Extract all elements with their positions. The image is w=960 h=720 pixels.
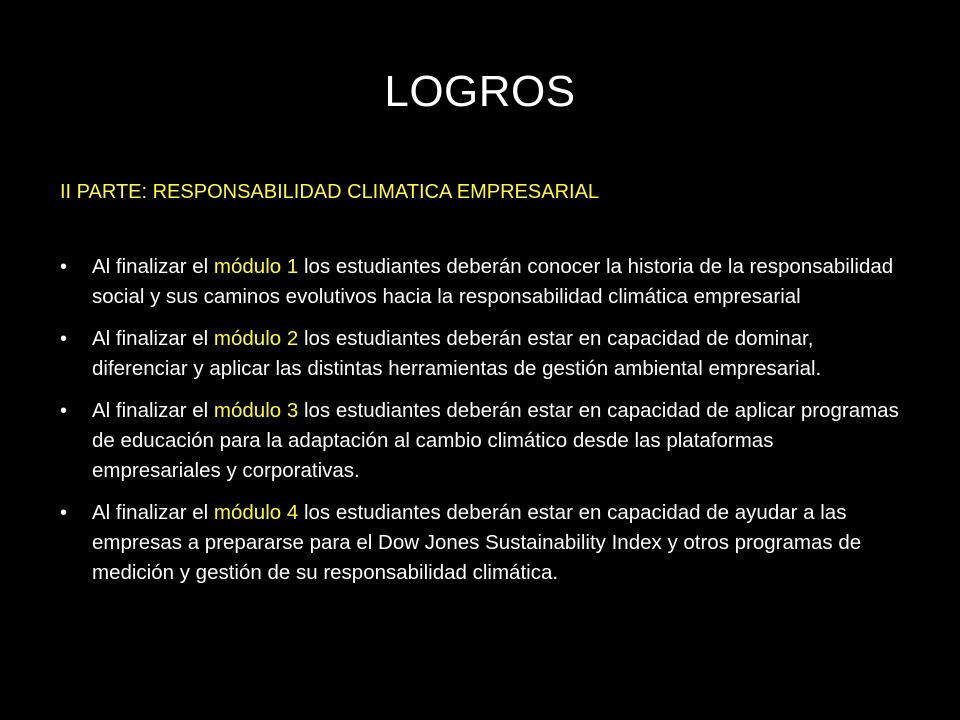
slide-title: LOGROS	[384, 67, 576, 116]
bullet-item-module-4	[60, 498, 900, 588]
bullet-text-before: Al finalizar el	[92, 255, 214, 278]
bullet-text-after: los estudiantes deberán conocer la historia de la responsabilidad social y sus caminos evolutivos hacia la responsabilidad climática empresarial	[92, 255, 894, 308]
bullet-text-after: los estudiantes deberán estar en capacidad de aplicar programas de educación para la adaptación al cambio climático desde las plataformas empresariales y corporativas.	[92, 399, 899, 482]
bullet-item-module-1	[60, 252, 900, 312]
bullet-dot-icon: •	[60, 328, 68, 350]
module-label: módulo 4	[213, 501, 299, 524]
bullet-text-before: Al finalizar el	[92, 327, 214, 350]
bullet-list	[60, 252, 900, 588]
bullet-text-after: los estudiantes deberán estar en capacidad de ayudar a las empresas a prepararse para el Dow Jones Sustainability Index y otros programas de medición y gestión de su responsabilidad climática.	[92, 501, 862, 584]
bullet-item-module-3	[60, 396, 900, 486]
module-label: módulo 2	[213, 327, 299, 350]
bullet-dot-icon: •	[60, 400, 68, 422]
bullet-item-module-2	[60, 324, 900, 384]
bullet-text-after: los estudiantes deberán estar en capacidad de dominar, diferenciar y aplicar las distintas herramientas de gestión ambiental empresarial.	[92, 327, 822, 380]
bullet-text-before: Al finalizar el	[92, 399, 214, 422]
module-label: módulo 1	[213, 255, 299, 278]
bullet-dot-icon: •	[60, 502, 68, 524]
slide-subtitle: II PARTE: RESPONSABILIDAD CLIMATICA EMPRESARIAL	[60, 181, 600, 203]
bullet-text-before: Al finalizar el	[92, 501, 214, 524]
bullet-dot-icon: •	[60, 256, 68, 278]
module-label: módulo 3	[213, 399, 299, 422]
